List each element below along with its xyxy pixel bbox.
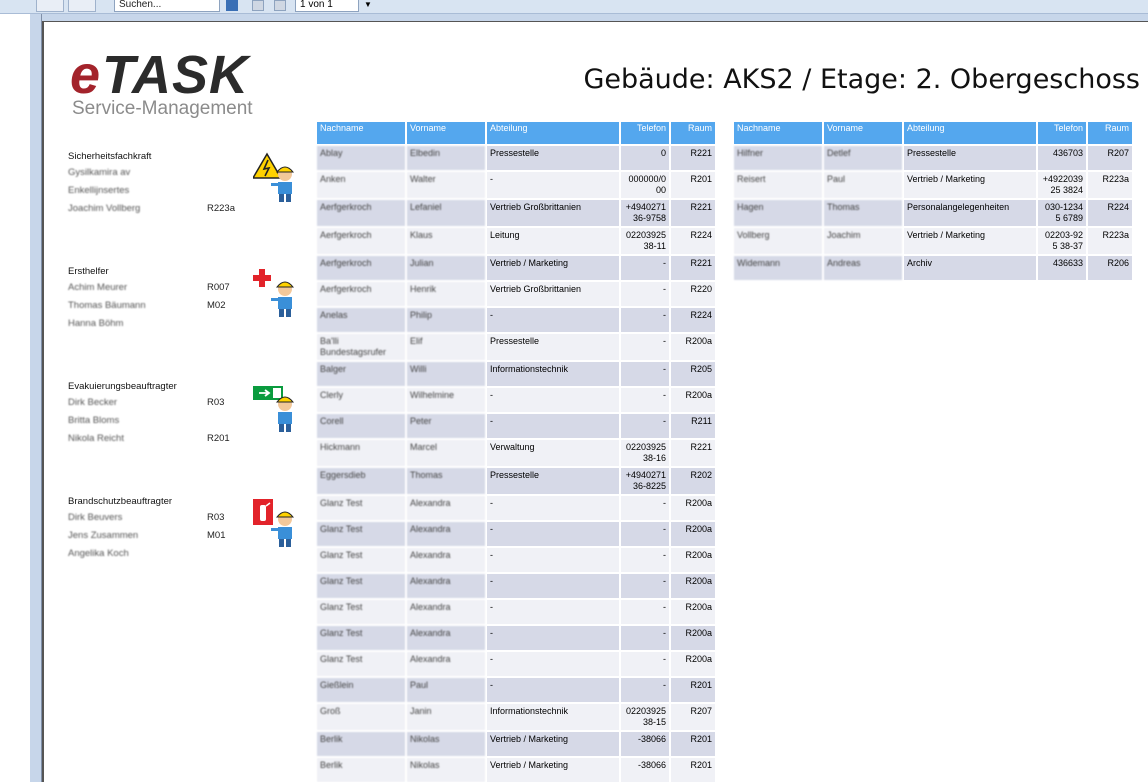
cell-vorname: Andreas [824,256,902,280]
table-row[interactable] [317,496,715,520]
cell-abteilung: Vertrieb / Marketing [904,172,1036,198]
cell-telefon: -38066 [621,732,669,756]
cell-nachname: Glanz Test [317,574,405,598]
cell-raum: R200a [671,574,715,598]
cell-abteilung: - [487,652,619,676]
cell-vorname: Klaus [407,228,485,254]
cell-abteilung: Personalangelegenheiten [904,200,1036,226]
table-row[interactable] [317,678,715,702]
cell-abteilung: - [487,600,619,624]
person-room: R03 [207,397,225,408]
cell-abteilung: Pressestelle [487,334,619,360]
search-input[interactable]: Suchen... [114,0,220,12]
cell-vorname: Detlef [824,146,902,170]
cell-raum: R205 [671,362,715,386]
person-room: R223a [207,203,235,214]
cell-vorname: Alexandra [407,496,485,520]
cell-telefon: - [621,496,669,520]
cell-raum: R200a [671,548,715,572]
cell-vorname: Elif [407,334,485,360]
cell-vorname: Alexandra [407,522,485,546]
cell-raum: R200a [671,388,715,412]
person-name: Hanna Böhm [68,318,124,329]
header-nachname[interactable]: Nachname [317,122,405,144]
role-person [68,315,308,333]
table-row[interactable] [317,732,715,756]
cell-vorname: Alexandra [407,600,485,624]
cell-telefon: - [621,362,669,386]
table-row[interactable] [317,256,715,280]
role-person [68,545,308,563]
table-row[interactable] [734,146,1132,170]
employee-table-main [315,120,717,782]
cell-nachname: Anken [317,172,405,198]
role-person [68,430,308,448]
cell-nachname: Aerfgerkroch [317,200,405,226]
cell-vorname: Thomas [407,468,485,494]
chevron-down-icon[interactable]: ▼ [364,0,372,9]
cell-raum: R207 [1088,146,1132,170]
header-vorname[interactable]: Vorname [407,122,485,144]
cell-telefon: - [621,522,669,546]
etask-logo [70,46,270,120]
find-icon[interactable] [226,0,238,11]
cell-nachname: Eggersdieb [317,468,405,494]
cell-vorname: Joachim [824,228,902,254]
table-row[interactable] [317,468,715,494]
cell-telefon: -38066 [621,758,669,782]
cell-nachname: Ablay [317,146,405,170]
document-frame-top [42,14,1148,22]
table-row[interactable] [317,308,715,332]
cell-vorname: Willi [407,362,485,386]
cell-vorname: Janin [407,704,485,730]
header-abteilung[interactable]: Abteilung [904,122,1036,144]
person-room: M02 [207,300,226,311]
cell-telefon: - [621,256,669,280]
table-row[interactable] [317,334,715,360]
cell-raum: R220 [671,282,715,306]
cell-telefon: - [621,600,669,624]
table-row[interactable] [317,548,715,572]
cell-telefon: - [621,414,669,438]
cell-raum: R201 [671,758,715,782]
cell-nachname: Glanz Test [317,652,405,676]
person-name: Britta Bloms [68,415,120,426]
print-button[interactable] [68,0,96,12]
cell-nachname: Glanz Test [317,626,405,650]
role-section [68,380,308,448]
document-frame-left [30,14,42,782]
cell-nachname: Anelas [317,308,405,332]
cell-nachname: Hilfner [734,146,822,170]
logo-subtitle: Service-Management [72,98,253,119]
role-section [68,495,308,563]
table-row[interactable] [734,256,1132,280]
cell-abteilung: Archiv [904,256,1036,280]
person-room: R03 [207,512,225,523]
cell-telefon: 0220392538-16 [621,440,669,466]
cell-raum: R221 [671,440,715,466]
table-row[interactable] [317,200,715,226]
header-raum[interactable]: Raum [1088,122,1132,144]
cell-telefon: 436703 [1038,146,1086,170]
role-section [68,150,308,218]
cell-vorname: Alexandra [407,574,485,598]
cell-abteilung: - [487,414,619,438]
cell-telefon: - [621,334,669,360]
cell-vorname: Elbedin [407,146,485,170]
cell-raum: R200a [671,522,715,546]
table-header-row [734,122,1132,144]
person-name: Enkellijnsertes [68,185,130,196]
cell-raum: R224 [671,228,715,254]
cell-telefon: 0220392538-11 [621,228,669,254]
cell-nachname: Berlik [317,732,405,756]
table-row[interactable] [317,362,715,386]
header-nachname[interactable]: Nachname [734,122,822,144]
person-room: R201 [207,433,230,444]
cell-abteilung: Pressestelle [487,468,619,494]
cell-telefon: 0220392538-15 [621,704,669,730]
person-name: Joachim Vollberg [68,203,141,214]
cell-nachname: Berlik [317,758,405,782]
cell-vorname: Lefaniel [407,200,485,226]
cell-nachname: Reisert [734,172,822,198]
cell-vorname: Julian [407,256,485,280]
cell-raum: R224 [671,308,715,332]
table-header-row [317,122,715,144]
cell-telefon: - [621,388,669,412]
cell-nachname: Aerfgerkroch [317,256,405,280]
cell-telefon: - [621,652,669,676]
cell-raum: R200a [671,626,715,650]
table-row[interactable] [734,172,1132,198]
table-row[interactable] [317,414,715,438]
cell-raum: R221 [671,200,715,226]
cell-nachname: Glanz Test [317,522,405,546]
cell-raum: R200a [671,652,715,676]
cell-nachname: Ba'lli Bundestagsrufer [317,334,405,360]
cell-abteilung: - [487,308,619,332]
header-telefon[interactable]: Telefon [621,122,669,144]
cell-abteilung: Informationstechnik [487,704,619,730]
header-telefon[interactable]: Telefon [1038,122,1086,144]
cell-abteilung: - [487,388,619,412]
cell-abteilung: - [487,496,619,520]
table-row[interactable] [317,282,715,306]
cell-abteilung: Informationstechnik [487,362,619,386]
role-title: Evakuierungsbeauftragter [68,381,177,392]
cell-abteilung: - [487,522,619,546]
person-name: Gysilkamira av [68,167,131,178]
cell-raum: R202 [671,468,715,494]
cell-telefon: +494027136-9758 [621,200,669,226]
cell-vorname: Marcel [407,440,485,466]
cell-raum: R201 [671,678,715,702]
role-title: Sicherheitsfachkraft [68,151,152,162]
cell-abteilung: Vertrieb Großbrittanien [487,200,619,226]
cell-vorname: Philip [407,308,485,332]
cell-nachname: Vollberg [734,228,822,254]
cell-raum: R201 [671,732,715,756]
table-row[interactable] [317,574,715,598]
person-room: R007 [207,282,230,293]
cell-raum: R206 [1088,256,1132,280]
cell-nachname: Groß [317,704,405,730]
cell-telefon: - [621,678,669,702]
table-row[interactable] [317,172,715,198]
person-name: Angelika Koch [68,548,129,559]
cell-nachname: Widemann [734,256,822,280]
cell-telefon: +492203925 3824 [1038,172,1086,198]
export-button[interactable] [36,0,64,12]
cell-abteilung: Leitung [487,228,619,254]
cell-abteilung: - [487,548,619,572]
cell-abteilung: Pressestelle [904,146,1036,170]
cell-vorname: Wilhelmine [407,388,485,412]
cell-nachname: Aerfgerkroch [317,282,405,306]
person-name: Dirk Becker [68,397,118,408]
cell-nachname: Corell [317,414,405,438]
next-page-icon[interactable] [274,0,286,11]
cell-nachname: Glanz Test [317,548,405,572]
cell-abteilung: - [487,172,619,198]
cell-nachname: Glanz Test [317,496,405,520]
cell-vorname: Peter [407,414,485,438]
cell-vorname: Alexandra [407,626,485,650]
cell-raum: R223a [1088,228,1132,254]
fire-extinguisher-worker-icon [253,497,301,547]
table-row[interactable] [317,758,715,782]
cell-raum: R207 [671,704,715,730]
cell-vorname: Paul [824,172,902,198]
cell-raum: R211 [671,414,715,438]
cell-nachname: Clerly [317,388,405,412]
page-title: Gebäude: AKS2 / Etage: 2. Obergeschoss [583,64,1140,95]
table-row[interactable] [317,522,715,546]
cell-abteilung: Pressestelle [487,146,619,170]
table-row[interactable] [317,704,715,730]
cell-vorname: Walter [407,172,485,198]
cell-abteilung: Vertrieb Großbrittanien [487,282,619,306]
table-row[interactable] [317,626,715,650]
cell-telefon: - [621,574,669,598]
role-title: Ersthelfer [68,266,109,277]
cell-telefon: - [621,308,669,332]
cell-raum: R221 [671,256,715,280]
cell-abteilung: - [487,574,619,598]
table-row[interactable] [317,388,715,412]
logo-e: e [70,45,101,105]
cell-telefon: - [621,282,669,306]
cell-abteilung: Vertrieb / Marketing [487,758,619,782]
role-person [68,200,308,218]
cell-abteilung: - [487,626,619,650]
header-abteilung[interactable]: Abteilung [487,122,619,144]
cell-nachname: Hagen [734,200,822,226]
table-row[interactable] [317,228,715,254]
person-name: Achim Meurer [68,282,128,293]
role-title: Brandschutzbeauftragter [68,496,173,507]
table-row[interactable] [317,440,715,466]
cell-telefon: 436633 [1038,256,1086,280]
cell-abteilung: - [487,678,619,702]
person-name: Nikola Reicht [68,433,124,444]
cell-vorname: Henrik [407,282,485,306]
cell-abteilung: Vertrieb / Marketing [904,228,1036,254]
table-row[interactable] [317,146,715,170]
previous-page-icon[interactable] [252,0,264,11]
header-vorname[interactable]: Vorname [824,122,902,144]
cell-nachname: Glanz Test [317,600,405,624]
cell-raum: R200a [671,334,715,360]
electrical-hazard-worker-icon [253,152,301,202]
emergency-exit-worker-icon [253,382,301,432]
cell-vorname: Nikolas [407,758,485,782]
role-section [68,265,308,333]
employee-table-side [732,120,1134,282]
cell-vorname: Alexandra [407,548,485,572]
cell-telefon: 02203-925 38-37 [1038,228,1086,254]
person-name: Thomas Bäumann [68,300,146,311]
cell-telefon: +494027136-8225 [621,468,669,494]
cell-raum: R200a [671,496,715,520]
table-row[interactable] [734,200,1132,226]
report-toolbar [0,0,1148,14]
cell-abteilung: Verwaltung [487,440,619,466]
table-row[interactable] [317,652,715,676]
cell-raum: R221 [671,146,715,170]
person-name: Jens Zusammen [68,530,139,541]
header-raum[interactable]: Raum [671,122,715,144]
cell-vorname: Paul [407,678,485,702]
page-edge [42,14,44,782]
cell-abteilung: Vertrieb / Marketing [487,732,619,756]
logo-task: TASK [102,45,249,105]
cell-nachname: Balger [317,362,405,386]
cell-vorname: Thomas [824,200,902,226]
cell-telefon: - [621,626,669,650]
cell-nachname: Gießlein [317,678,405,702]
table-row[interactable] [734,228,1132,254]
cell-telefon: 0 [621,146,669,170]
cell-raum: R224 [1088,200,1132,226]
first-aid-worker-icon [253,267,301,317]
cell-abteilung: Vertrieb / Marketing [487,256,619,280]
cell-telefon: 030-12345 6789 [1038,200,1086,226]
table-row[interactable] [317,600,715,624]
cell-vorname: Nikolas [407,732,485,756]
cell-telefon: 000000/000 [621,172,669,198]
person-room: M01 [207,530,226,541]
page-selector[interactable]: 1 von 1 [295,0,359,12]
cell-nachname: Hickmann [317,440,405,466]
person-name: Dirk Beuvers [68,512,123,523]
cell-nachname: Aerfgerkroch [317,228,405,254]
cell-raum: R200a [671,600,715,624]
cell-raum: R201 [671,172,715,198]
cell-raum: R223a [1088,172,1132,198]
cell-vorname: Alexandra [407,652,485,676]
cell-telefon: - [621,548,669,572]
